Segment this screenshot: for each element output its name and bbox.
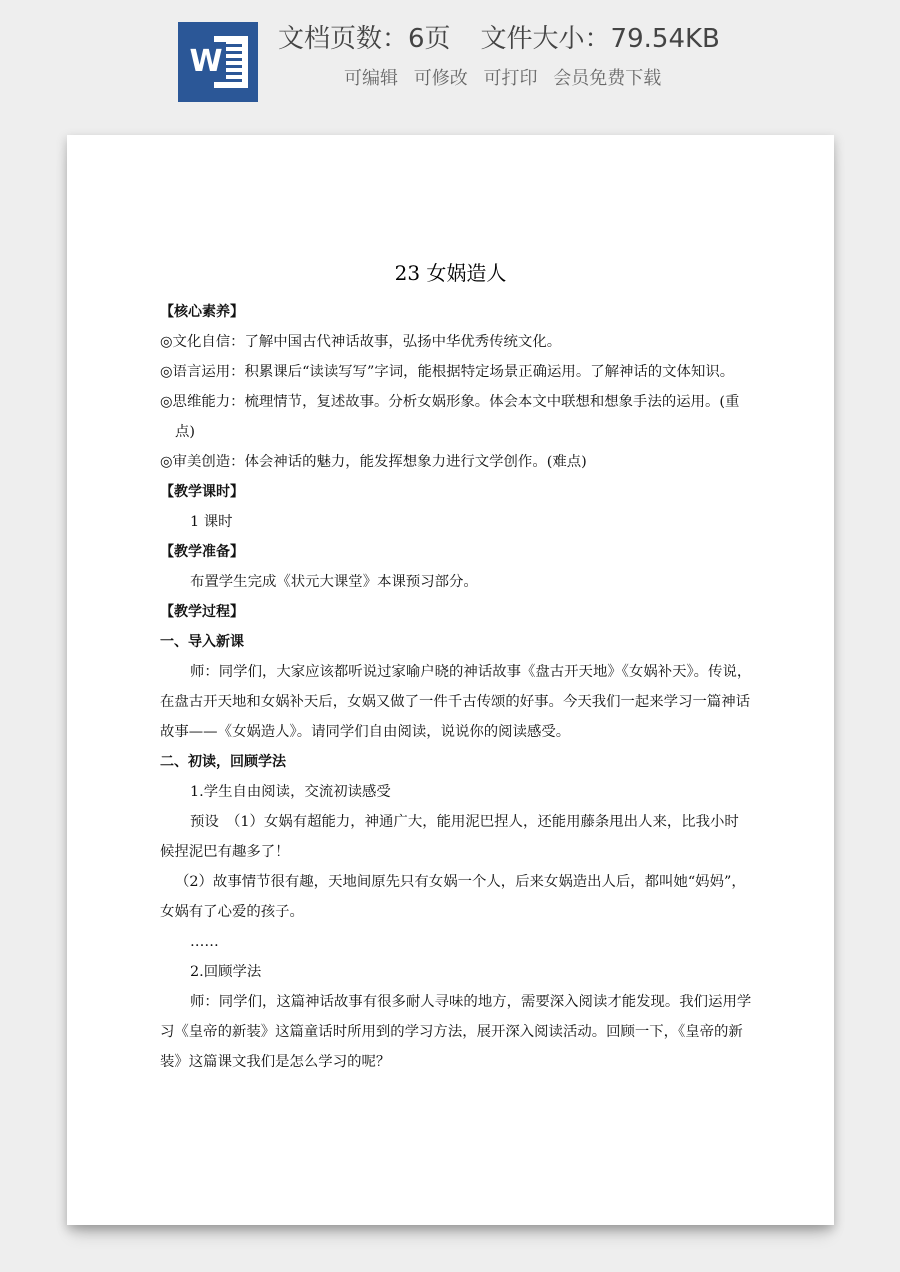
word-doc-icon (178, 22, 258, 102)
section-2-item-2: 2.回顾学法 (190, 964, 262, 980)
preset-2: （2）故事情节很有趣，天地间原先只有女娲一个人，后来女娲造出人后，都叫她“妈妈”，女娲有了心爱的孩子。 (160, 874, 746, 920)
feature-modifiable: 可修改 (413, 68, 468, 89)
document-meta (278, 22, 720, 56)
hours-heading: 【教学课时】 (160, 484, 244, 500)
section-2-heading: 二、初读，回顾学法 (160, 754, 286, 770)
feature-free-download: 会员免费下载 (553, 68, 662, 89)
document-page (67, 135, 834, 1225)
prep-text: 布置学生完成《状元大课堂》本课预习部分。 (190, 574, 478, 590)
core-item-aesthetic: ◎审美创造：体会神话的魅力，能发挥想象力进行文学创作。(难点) (160, 454, 587, 470)
core-item-culture: ◎文化自信：了解中国古代神话故事，弘扬中华优秀传统文化。 (160, 334, 562, 350)
section-1-text: 师：同学们，大家应该都听说过家喻户晓的神话故事《盘古开天地》《女娲补天》。传说，在盘古开天地和女娲补天后，女娲又做了一件千古传颂的好事。今天我们一起来学习一篇神话故事——《女娲造人》。请同学们自由阅读，说说你的阅读感受。 (160, 664, 752, 740)
section-2-item-1: 1.学生自由阅读，交流初读感受 (190, 784, 391, 800)
word-letter: W (186, 42, 226, 82)
prep-heading: 【教学准备】 (160, 544, 244, 560)
preset-1: 预设 （1）女娲有超能力，神通广大，能用泥巴捏人，还能用藤条甩出人来，比我小时候捏泥巴有趣多了！ (160, 814, 739, 860)
file-size: 文件大小：79.54KB (480, 24, 720, 54)
feature-list (344, 67, 661, 91)
document-body (160, 297, 752, 1077)
hours-text: 1 课时 (190, 514, 233, 530)
core-item-language: ◎语言运用：积累课后“读读写写”字词，能根据特定场景正确运用。了解神话的文体知识。 (160, 364, 735, 380)
feature-printable: 可打印 (483, 68, 538, 89)
page-count: 文档页数：6页 (278, 24, 451, 54)
process-heading: 【教学过程】 (160, 604, 244, 620)
section-1-heading: 一、导入新课 (160, 634, 244, 650)
section-2-text-2: 师：同学们，这篇神话故事有很多耐人寻味的地方，需要深入阅读才能发现。我们运用学习《皇帝的新装》这篇童话时所用到的学习方法，展开深入阅读活动。回顾一下，《皇帝的新装》这篇课文我们是怎么学习的呢？ (160, 994, 752, 1070)
core-item-thinking: ◎思维能力：梳理情节，复述故事。分析女娲形象。体会本文中联想和想象手法的运用。(重点) (160, 394, 740, 440)
feature-editable: 可编辑 (344, 68, 398, 89)
document-title: 23 女娲造人 (394, 261, 507, 285)
core-heading: 【核心素养】 (160, 304, 244, 320)
ellipsis: …… (190, 934, 219, 950)
